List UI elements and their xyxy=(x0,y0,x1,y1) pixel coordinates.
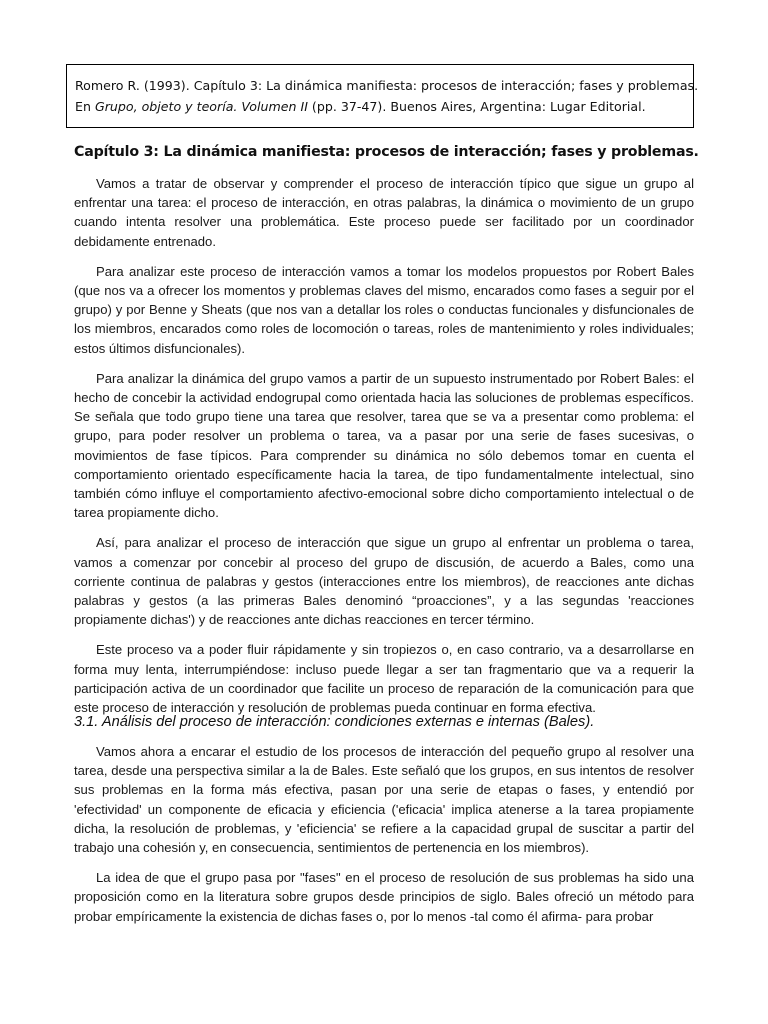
citation-line-2 xyxy=(75,96,681,117)
chapter-title: Capítulo 3: La dinámica manifiesta: procesos de interacción; fases y problemas. xyxy=(74,144,699,160)
citation-prefix: En xyxy=(75,99,95,114)
section-heading: 3.1. Análisis del proceso de interacción: condiciones externas e internas (Bales). xyxy=(74,714,595,730)
paragraph: Así, para analizar el proceso de interacción que sigue un grupo al enfrentar un problema o tarea, vamos a comenzar por concebir al proceso del grupo de discusión, de acuerdo a Bales, como una corriente continua de palabras y gestos (interacciones entre los miembros), de reacciones ante dichas palabras y gestos (a las primeras Bales denominó “proacciones”, y a las segundas 'reacciones propiamente dichas') y de reacciones ante dichas reacciones en tercer término. xyxy=(74,535,694,628)
paragraph: La idea de que el grupo pasa por "fases" en el proceso de resolución de sus problemas ha sido una proposición como en la literatura sobre grupos desde principios de siglo. Bales ofreció un método para probar empíricamente la existencia de dichas fases o, por lo menos -tal como él afirma- para probar xyxy=(74,870,694,924)
paragraph: Vamos a tratar de observar y comprender el proceso de interacción típico que sigue un grupo al enfrentar una tarea: el proceso de interacción, en otras palabras, la dinámica o movimiento de un grupo cuando intenta resolver una problemática. Este proceso puede ser facilitado por un coordinador debidamente entrenado. xyxy=(74,176,694,249)
citation-suffix: (pp. 37-47). Buenos Aires, Argentina: Lugar Editorial. xyxy=(307,99,646,114)
paragraph: Vamos ahora a encarar el estudio de los procesos de interacción del pequeño grupo al resolver una tarea, desde una perspectiva similar a la de Bales. Este señaló que los grupos, en sus intentos de resolver sus problemas en la forma más efectiva, pasan por una serie de etapas o fases, y entendió por 'efectividad' un componente de eficacia y eficiencia ('eficacia' implica atenerse a la tarea propiamente dicha, la resolución de problemas, y 'eficiencia' se refiere a la capacidad grupal de suscitar a partir del trabajo una cohesión y, en consecuencia, sentimientos de pertenencia en los miembros). xyxy=(74,744,694,856)
citation-book-title: Grupo, objeto y teoría. Volumen II xyxy=(94,99,308,114)
chapter-body xyxy=(74,174,694,728)
citation-box xyxy=(66,64,699,128)
paragraph: Para analizar la dinámica del grupo vamos a partir de un supuesto instrumentado por Robert Bales: el hecho de concebir la actividad endogrupal como orientada hacia las soluciones de problemas específicos. Se señala que todo grupo tiene una tarea que resolver, tarea que se va a presentar como problema: el grupo, para poder resolver un problema o tarea, va a pasar por una serie de fases sucesivas, o movimientos de fase típicos. Para comprender su dinámica no sólo debemos tomar en cuenta el comportamiento orientado específicamente hacia la tarea, de tipo fundamentalmente intelectual, sino también cómo influye el comportamiento afectivo-emocional sobre dicho comportamiento intelectual o de tarea propiamente dicho. xyxy=(74,370,694,521)
paragraph: Para analizar este proceso de interacción vamos a tomar los modelos propuestos por Robert Bales (que nos va a ofrecer los momentos y problemas claves del mismo, encarados como fases a seguir por el grupo) y por Benne y Sheats (que nos van a detallar los roles o conductas funcionales y disfuncionales de los miembros, encarados como roles de locomoción o tareas, roles de mantenimiento y roles individuales; estos últimos disfuncionales). xyxy=(74,263,694,356)
section-body xyxy=(74,742,694,937)
citation-line-1: Romero R. (1993). Capítulo 3: La dinámica manifiesta: procesos de interacción; fases y problemas. xyxy=(75,78,699,93)
paragraph: Este proceso va a poder fluir rápidamente y sin tropiezos o, en caso contrario, va a desarrollarse en forma muy lenta, interrumpiéndose: incluso puede llegar a ser tan fragmentario que va a requerir la participación activa de un coordinador que facilite un proceso de reparación de la comunicación para que este proceso de interacción y resolución de problemas pueda continuar en forma efectiva. xyxy=(74,642,694,716)
